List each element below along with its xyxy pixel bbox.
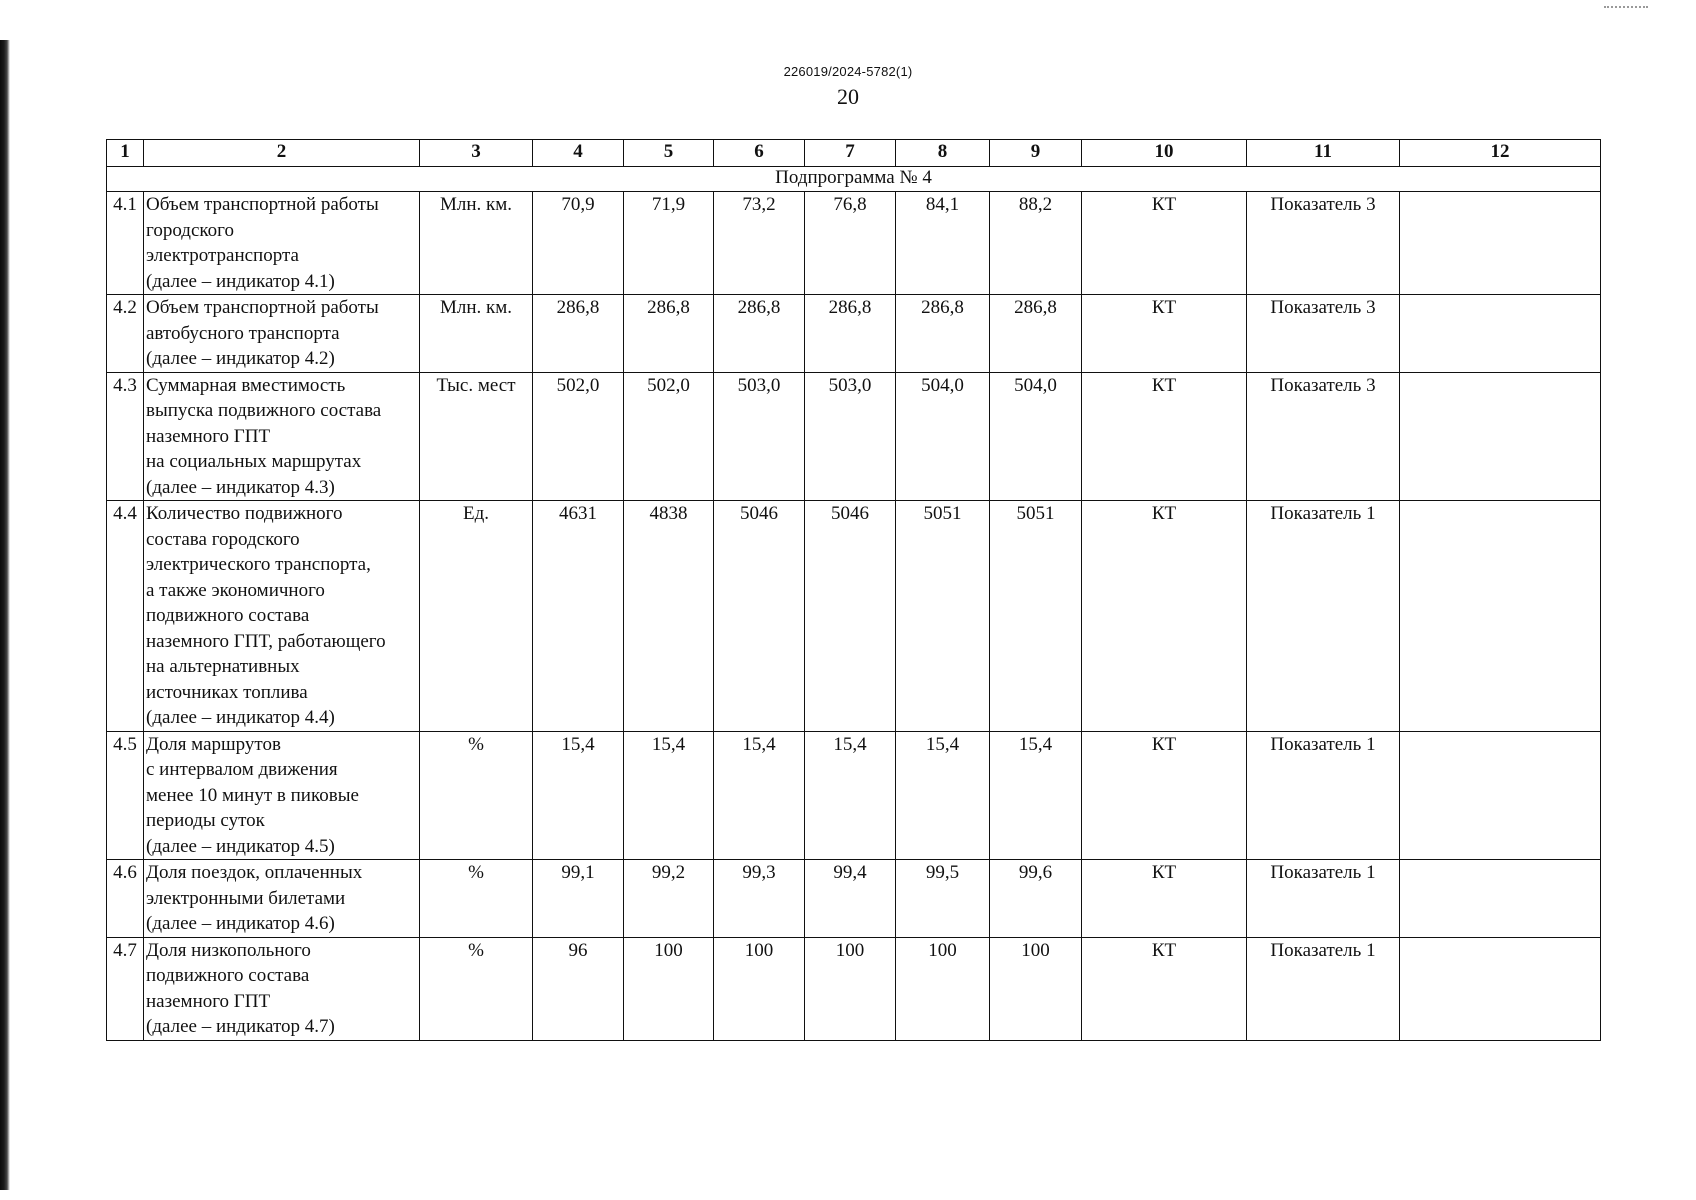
value-cell: 286,8 <box>896 295 990 373</box>
row-number: 4.7 <box>107 937 144 1040</box>
basis-cell: КТ <box>1082 860 1247 938</box>
linked-indicator-cell: Показатель 1 <box>1247 937 1400 1040</box>
basis-cell: КТ <box>1082 372 1247 501</box>
subprogram-title: Подпрограмма № 4 <box>107 167 1601 192</box>
value-cell: 100 <box>990 937 1082 1040</box>
value-cell: 286,8 <box>714 295 805 373</box>
note-cell <box>1400 192 1601 295</box>
value-cell: 15,4 <box>805 731 896 860</box>
value-cell: 88,2 <box>990 192 1082 295</box>
value-cell: 502,0 <box>624 372 714 501</box>
value-cell: 504,0 <box>896 372 990 501</box>
basis-cell: КТ <box>1082 501 1247 732</box>
value-cell: 99,1 <box>533 860 624 938</box>
value-cell: 96 <box>533 937 624 1040</box>
basis-cell: КТ <box>1082 192 1247 295</box>
linked-indicator-cell: Показатель 3 <box>1247 192 1400 295</box>
table-row <box>107 372 1601 501</box>
basis-cell: КТ <box>1082 937 1247 1040</box>
table-row <box>107 295 1601 373</box>
column-header: 2 <box>144 140 420 167</box>
indicator-name: Объем транспортной работы автобусного транспорта (далее – индикатор 4.2) <box>144 295 420 373</box>
value-cell: 99,5 <box>896 860 990 938</box>
indicators-table <box>106 139 1601 1041</box>
value-cell: 99,2 <box>624 860 714 938</box>
unit-cell: % <box>420 731 533 860</box>
basis-cell: КТ <box>1082 731 1247 860</box>
value-cell: 5046 <box>805 501 896 732</box>
value-cell: 100 <box>896 937 990 1040</box>
column-header: 10 <box>1082 140 1247 167</box>
value-cell: 76,8 <box>805 192 896 295</box>
note-cell <box>1400 372 1601 501</box>
indicator-name: Доля поездок, оплаченных электронными билетами (далее – индикатор 4.6) <box>144 860 420 938</box>
value-cell: 100 <box>624 937 714 1040</box>
value-cell: 502,0 <box>533 372 624 501</box>
table-row <box>107 731 1601 860</box>
note-cell <box>1400 731 1601 860</box>
value-cell: 4631 <box>533 501 624 732</box>
note-cell <box>1400 295 1601 373</box>
value-cell: 504,0 <box>990 372 1082 501</box>
unit-cell: Ед. <box>420 501 533 732</box>
row-number: 4.2 <box>107 295 144 373</box>
value-cell: 15,4 <box>990 731 1082 860</box>
column-header: 11 <box>1247 140 1400 167</box>
note-cell <box>1400 860 1601 938</box>
table-row <box>107 501 1601 732</box>
scan-corner-mark <box>1604 6 1648 10</box>
page-number: 20 <box>837 84 859 109</box>
column-header: 5 <box>624 140 714 167</box>
value-cell: 99,4 <box>805 860 896 938</box>
row-number: 4.4 <box>107 501 144 732</box>
unit-cell: Млн. км. <box>420 295 533 373</box>
table-row <box>107 192 1601 295</box>
unit-cell: Млн. км. <box>420 192 533 295</box>
value-cell: 71,9 <box>624 192 714 295</box>
unit-cell: % <box>420 937 533 1040</box>
linked-indicator-cell: Показатель 3 <box>1247 295 1400 373</box>
value-cell: 15,4 <box>896 731 990 860</box>
column-header: 1 <box>107 140 144 167</box>
value-cell: 15,4 <box>533 731 624 860</box>
value-cell: 5046 <box>714 501 805 732</box>
document-number: 226019/2024-5782(1) <box>783 64 913 79</box>
indicator-name: Количество подвижного состава городского электрического транспорта, а также экономичного подвижного состава наземного ГПТ, работающего на альтернативных источниках топлива (далее – индикатор 4.4) <box>144 501 420 732</box>
column-header: 9 <box>990 140 1082 167</box>
value-cell: 5051 <box>990 501 1082 732</box>
row-number: 4.1 <box>107 192 144 295</box>
column-header: 12 <box>1400 140 1601 167</box>
scan-edge-shadow <box>0 40 10 1190</box>
value-cell: 4838 <box>624 501 714 732</box>
linked-indicator-cell: Показатель 1 <box>1247 860 1400 938</box>
linked-indicator-cell: Показатель 1 <box>1247 731 1400 860</box>
value-cell: 286,8 <box>533 295 624 373</box>
value-cell: 286,8 <box>990 295 1082 373</box>
table-row <box>107 860 1601 938</box>
value-cell: 15,4 <box>624 731 714 860</box>
value-cell: 73,2 <box>714 192 805 295</box>
value-cell: 100 <box>714 937 805 1040</box>
basis-cell: КТ <box>1082 295 1247 373</box>
value-cell: 5051 <box>896 501 990 732</box>
column-header: 8 <box>896 140 990 167</box>
note-cell <box>1400 937 1601 1040</box>
row-number: 4.3 <box>107 372 144 501</box>
value-cell: 70,9 <box>533 192 624 295</box>
unit-cell: Тыс. мест <box>420 372 533 501</box>
column-header: 4 <box>533 140 624 167</box>
value-cell: 99,6 <box>990 860 1082 938</box>
column-header: 3 <box>420 140 533 167</box>
value-cell: 100 <box>805 937 896 1040</box>
column-header: 6 <box>714 140 805 167</box>
row-number: 4.6 <box>107 860 144 938</box>
value-cell: 15,4 <box>714 731 805 860</box>
row-number: 4.5 <box>107 731 144 860</box>
indicator-name: Объем транспортной работы городского электротранспорта (далее – индикатор 4.1) <box>144 192 420 295</box>
value-cell: 84,1 <box>896 192 990 295</box>
value-cell: 503,0 <box>714 372 805 501</box>
value-cell: 286,8 <box>805 295 896 373</box>
indicator-name: Доля маршрутов с интервалом движения менее 10 минут в пиковые периоды суток (далее – индикатор 4.5) <box>144 731 420 860</box>
value-cell: 286,8 <box>624 295 714 373</box>
value-cell: 503,0 <box>805 372 896 501</box>
value-cell: 99,3 <box>714 860 805 938</box>
linked-indicator-cell: Показатель 3 <box>1247 372 1400 501</box>
table-row <box>107 937 1601 1040</box>
indicator-name: Доля низкопольного подвижного состава наземного ГПТ (далее – индикатор 4.7) <box>144 937 420 1040</box>
note-cell <box>1400 501 1601 732</box>
column-header: 7 <box>805 140 896 167</box>
subprogram-row <box>107 167 1601 192</box>
column-number-row <box>107 140 1601 167</box>
linked-indicator-cell: Показатель 1 <box>1247 501 1400 732</box>
indicator-name: Суммарная вместимость выпуска подвижного состава наземного ГПТ на социальных маршрутах (далее – индикатор 4.3) <box>144 372 420 501</box>
unit-cell: % <box>420 860 533 938</box>
